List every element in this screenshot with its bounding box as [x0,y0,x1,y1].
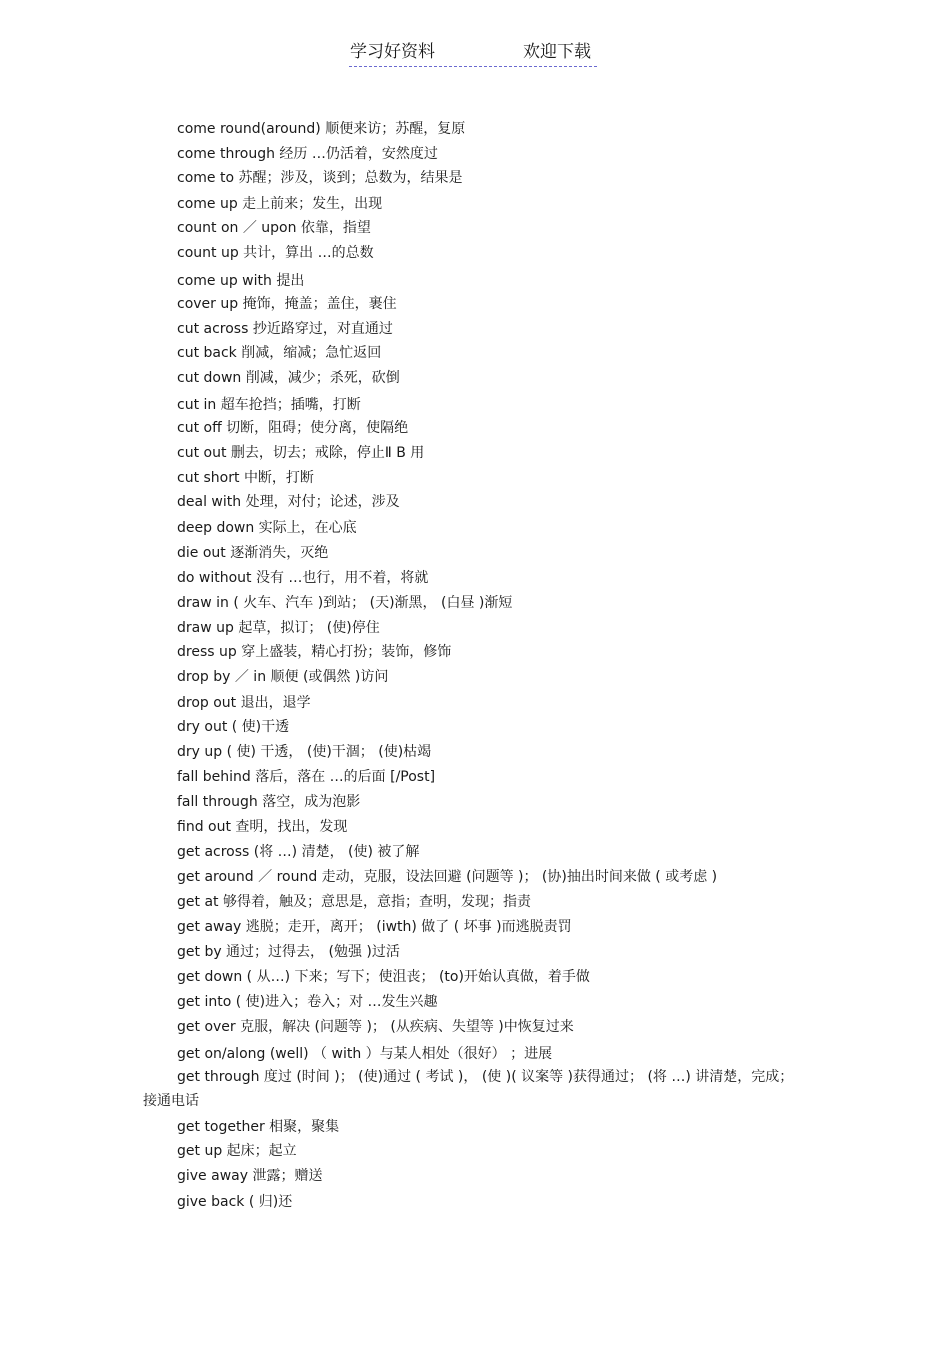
phrase-entry: count up 共计，算出 …的总数 [177,245,374,261]
phrase-entry: get down ( 从…) 下来；写下；使沮丧； (to)开始认真做，着手做 [177,969,590,985]
phrase-entry-text: get through 度过 (时间 )； (使)通过 ( 考试 )， (使 )( 议案等 )获得通过； (将 …) 讲清楚，完成； [177,1069,794,1085]
phrase-entry: cut in 超车抢挡；插嘴，打断 [177,397,361,413]
phrase-entry: get around ／ round 走动，克服，设法回避 (问题等 )； (协)抽出时间来做 ( 或考虑 ) [177,869,718,885]
phrase-entry-continuation: 接通电话 [143,1093,199,1109]
phrase-entry: get away 逃脱；走开，离开； (iwth) 做了 ( 坏事 )而逃脱责罚 [177,919,572,935]
phrase-entry: get over 克服，解决 (问题等 )； (从疾病、失望等 )中恢复过来 [177,1019,574,1035]
header-left-text: 学习好资料 [350,42,435,62]
phrase-entry: get together 相聚，聚集 [177,1119,340,1135]
phrase-entry: get across (将 …) 清楚， (使) 被了解 [177,844,420,860]
header-right-text: 欢迎下载 [523,42,591,62]
phrase-entry: draw up 起草，拟订； (使)停住 [177,620,380,636]
phrase-entry: fall through 落空，成为泡影 [177,794,361,810]
phrase-entry: count on ／ upon 依靠，指望 [177,220,371,236]
phrase-entry: do without 没有 …也行，用不着，将就 [177,570,429,586]
phrase-entry: cut out 删去，切去；戒除，停止Ⅱ B 用 [177,445,425,461]
phrase-entry-wrapped [143,1068,794,1109]
page-header [349,40,597,67]
phrase-entry: come to 苏醒；涉及，谈到；总数为，结果是 [177,170,463,186]
phrase-entry: cut across 抄近路穿过，对直通过 [177,321,393,337]
phrase-entry: get by 通过；过得去， (勉强 )过活 [177,944,400,960]
phrase-entry: come through 经历 …仍活着，安然度过 [177,146,438,162]
phrase-entry: dry out ( 使)干透 [177,719,290,735]
phrase-entry: deep down 实际上，在心底 [177,520,357,536]
phrase-entry: dress up 穿上盛装，精心打扮；装饰，修饰 [177,644,452,660]
phrase-entry: cut back 削减，缩减；急忙返回 [177,345,382,361]
phrase-entry: die out 逐渐消失，灭绝 [177,545,329,561]
phrase-entry: cut down 削减，减少；杀死，砍倒 [177,370,400,386]
phrase-entry: deal with 处理，对付；论述，涉及 [177,494,400,510]
phrase-entry: come up 走上前来；发生，出现 [177,196,383,212]
phrase-entry: get on/along (well) （ with ）与某人相处（很好） ；进展 [177,1046,553,1062]
phrase-entry: get up 起床；起立 [177,1143,297,1159]
phrase-entry: draw in ( 火车、汽车 )到站； (天)渐黑， (白昼 )渐短 [177,595,513,611]
phrase-entry: cut off 切断，阻碍；使分离，使隔绝 [177,420,409,436]
phrase-entry: cut short 中断，打断 [177,470,314,486]
phrase-entry: get at 够得着，触及；意思是，意指；查明，发现；指责 [177,894,531,910]
phrase-entry: give away 泄露；赠送 [177,1168,323,1184]
phrase-entry: get into ( 使)进入；卷入；对 …发生兴趣 [177,994,438,1010]
phrase-entry: give back ( 归)还 [177,1194,293,1210]
phrase-entry: drop by ／ in 顺便 (或偶然 )访问 [177,669,389,685]
phrase-entry: dry up ( 使) 干透， (使)干涸； (使)枯竭 [177,744,432,760]
phrase-entry: drop out 退出，退学 [177,695,311,711]
phrase-entry: come round(around) 顺便来访；苏醒，复原 [177,121,466,137]
phrase-entry: find out 查明，找出，发现 [177,819,348,835]
phrase-entry: fall behind 落后，落在 …的后面 [/Post] [177,769,436,785]
phrase-entry: cover up 掩饰，掩盖；盖住，裹住 [177,296,397,312]
phrase-entry: come up with 提出 [177,273,305,289]
